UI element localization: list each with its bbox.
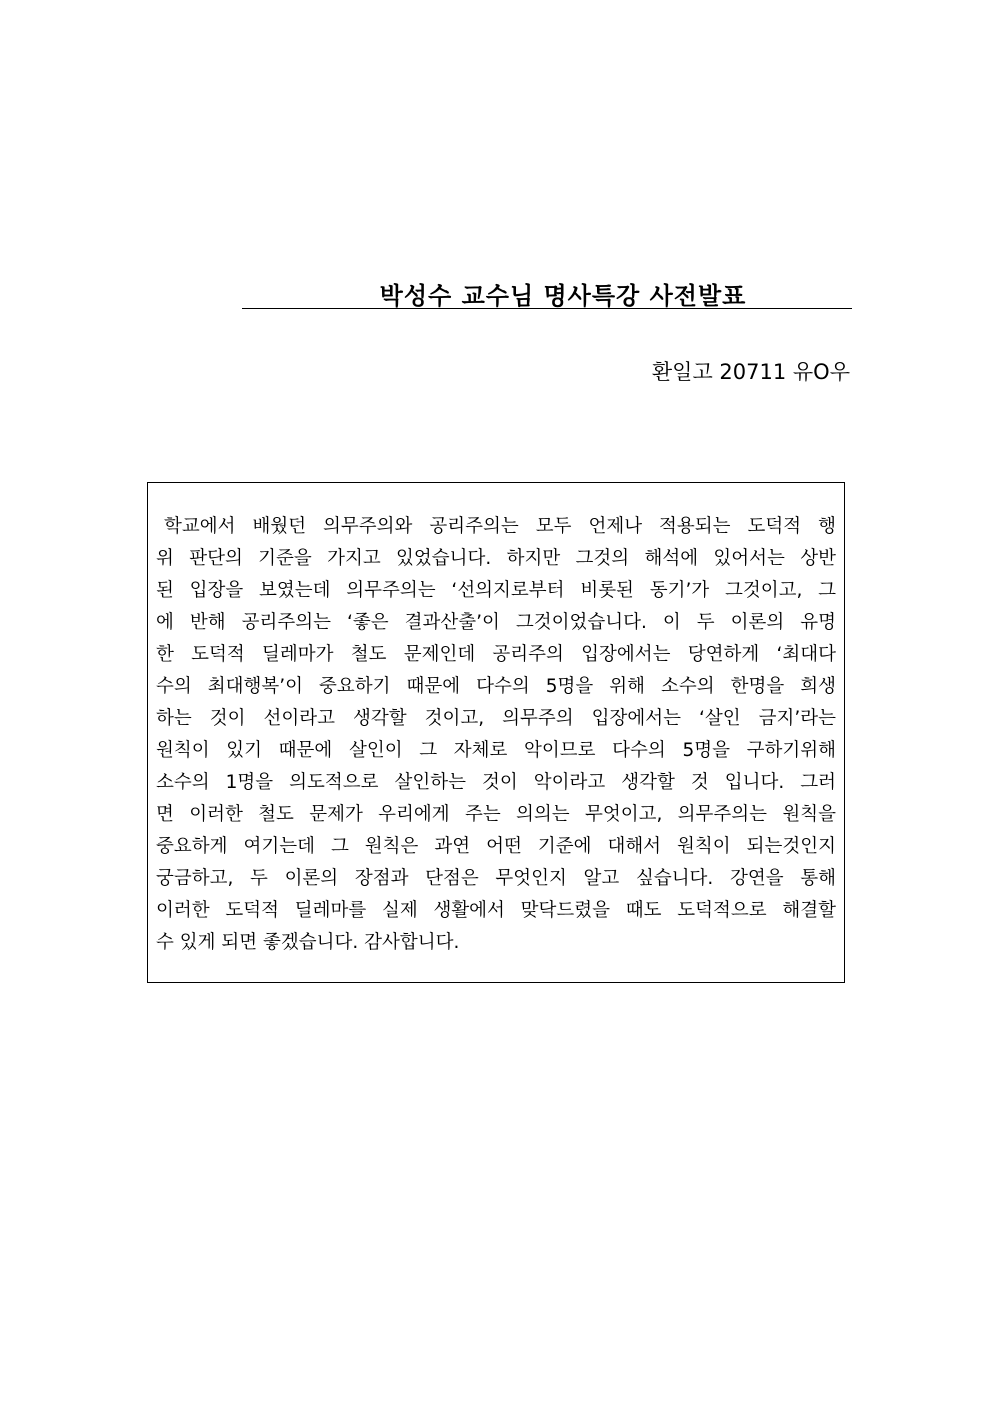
- body-line: 소수의 1명을 의도적으로 살인하는 것이 악이라고 생각할 것 입니다. 그러: [156, 772, 836, 793]
- document-title: 박성수 교수님 명사특강 사전발표: [379, 282, 747, 310]
- body-line: 이러한 도덕적 딜레마를 실제 생활에서 맞닥드렸을 때도 도덕적으로 해결할: [156, 900, 836, 921]
- body-line: 면 이러한 철도 문제가 우리에게 주는 의의는 무엇이고, 의무주의는 원칙을: [156, 804, 836, 825]
- body-line: 수 있게 되면 좋겠습니다. 감사합니다.: [156, 932, 460, 953]
- body-line: 위 판단의 기준을 가지고 있었습니다. 하지만 그것의 해석에 있어서는 상반: [156, 548, 836, 569]
- body-text-box: [147, 482, 845, 983]
- author-line: 환일고 20711 유O우: [651, 360, 850, 384]
- body-line: 중요하게 여기는데 그 원칙은 과연 어떤 기준에 대해서 원칙이 되는것인지: [156, 836, 836, 857]
- body-line: 원칙이 있기 때문에 살인이 그 자체로 악이므로 다수의 5명을 구하기위해: [156, 740, 836, 761]
- body-line: 궁금하고, 두 이론의 장점과 단점은 무엇인지 알고 싶습니다. 강연을 통해: [156, 868, 836, 889]
- body-line: 된 입장을 보였는데 의무주의는 ‘선의지로부터 비롯된 동기’가 그것이고, 그: [156, 580, 836, 601]
- body-line: 수의 최대행복’이 중요하기 때문에 다수의 5명을 위해 소수의 한명을 희생: [156, 676, 836, 697]
- body-line: 학교에서 배웠던 의무주의와 공리주의는 모두 언제나 적용되는 도덕적 행: [164, 516, 836, 537]
- body-line: 한 도덕적 딜레마가 철도 문제인데 공리주의 입장에서는 당연하게 ‘최대다: [156, 644, 836, 665]
- title-block: [242, 272, 852, 309]
- body-paragraph: [156, 511, 836, 959]
- body-line: 에 반해 공리주의는 ‘좋은 결과산출’이 그것이었습니다. 이 두 이론의 유명: [156, 612, 836, 633]
- body-line: 하는 것이 선이라고 생각할 것이고, 의무주의 입장에서는 ‘살인 금지’라는: [156, 708, 836, 729]
